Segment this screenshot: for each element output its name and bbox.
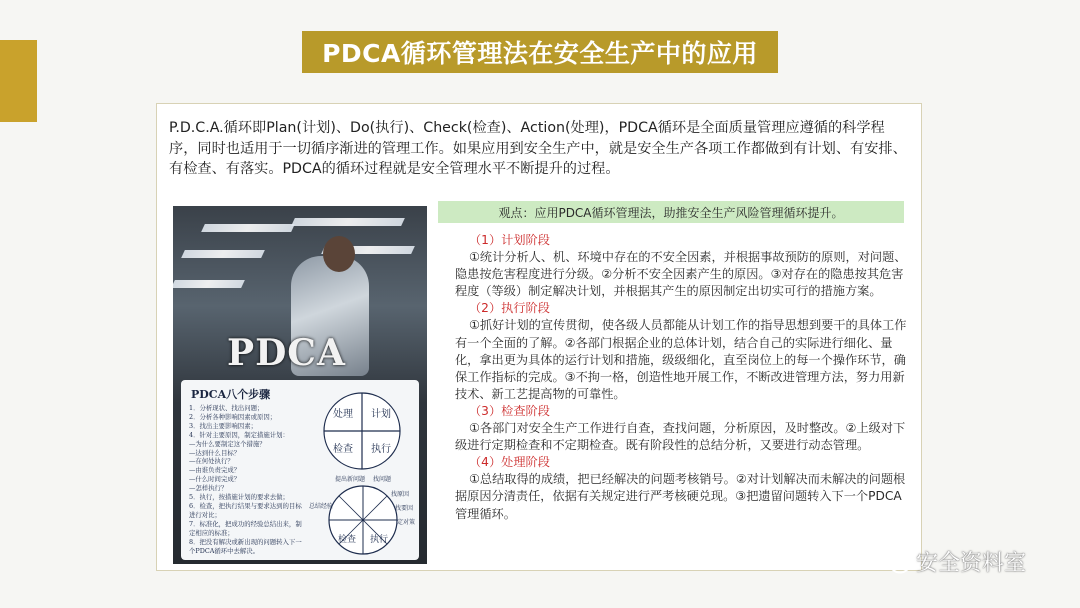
ceiling-light [181, 250, 265, 258]
stage-body-action: ①总结取得的成绩，把已经解决的问题考核销号。②对计划解决而未解决的问题根据原因分清责任，依据有关规定进行严考核硬兑现。③把遗留问题转入下一个PDCA管理循环。 [455, 472, 906, 521]
watermark-text: 安全资料室 [916, 551, 1027, 576]
step-label: 找问题 [373, 476, 392, 483]
content-panel [156, 103, 922, 571]
circle-label-do: 执行 [371, 444, 391, 455]
ceiling-light [201, 224, 295, 232]
step-item: —怎样执行？ [189, 484, 228, 493]
page-title: PDCA循环管理法在安全生产中的应用 [302, 31, 778, 73]
step-label: 找原因 [391, 491, 410, 498]
viewpoint-banner: 观点：应用PDCA循环管理法，助推安全生产风险管理循环提升。 [438, 201, 904, 223]
step-item: —为什么要制定这个措施？ [189, 439, 266, 448]
step-item: —什么时间完成？ [189, 475, 241, 484]
steps-list [189, 404, 307, 555]
pdca-circle-diagram [321, 390, 403, 472]
stage-body-plan: ①统计分析人、机、环境中存在的不安全因素，并根据事故预防的原则，对问题、隐患按危害程度进行分级。②分析不安全因素产生的原因。③对存在的隐患按其危害程度（等级）制定解决计划，并根据其产生的原因制定出切实可行的措施方案。 [455, 250, 907, 299]
step-item: 5．执行，按措施计划的要求去做； [189, 493, 289, 502]
step-item: 4．针对主要原因，制定措施计划： [189, 430, 289, 439]
pdca-heading: PDCA [227, 332, 346, 374]
stage-title-check: （3）检查阶段 [469, 403, 550, 418]
stage-title-do: （2）执行阶段 [469, 301, 550, 316]
stages-section [455, 232, 911, 523]
circle-label-action: 处理 [333, 409, 353, 420]
circle-label-check: 检查 [333, 444, 353, 455]
step-item: 1．分析现状、找出问题； [189, 404, 264, 412]
step-label: 定对策 [397, 519, 416, 526]
circle-label-check: 检查 [337, 535, 357, 545]
ceiling-light [291, 218, 405, 226]
pdca-illustration [173, 206, 427, 564]
step-item: —达到什么目标？ [189, 448, 241, 457]
step-item: 8．把没有解决或新出现的问题转入下一个PDCA循环中去解决。 [189, 537, 302, 555]
circle-label-plan: 计划 [371, 409, 391, 420]
step-item: 6．检查，把执行结果与要求达到的目标进行对比； [189, 501, 302, 519]
worker-head [323, 236, 355, 272]
step-item: —在何处执行？ [189, 457, 234, 466]
step-item: 2．分析各种影响因素或原因； [189, 412, 277, 421]
stage-body-check: ①各部门对安全生产工作进行自查，查找问题，分析原因，及时整改。②上级对下级进行定期检查和不定期检查。既有阶段性的总结分析，又要进行动态管理。 [455, 421, 906, 453]
stage-title-plan: （1）计划阶段 [469, 233, 550, 247]
circle-label-do: 执行 [369, 535, 389, 545]
accent-bar [0, 40, 37, 122]
step-label: 找要因 [395, 505, 414, 512]
step-label: 提出新问题 [335, 476, 366, 483]
stage-body-do: ①抓好计划的宣传贯彻，使各级人员都能从计划工作的指导思想到要干的具体工作有一个全面的了解。②各部门根据企业的总体计划，结合自己的实际进行细化、量化，拿出更为具体的运行计划和措施，级级细化，直至岗位上的每一个操作环节，确保工作指标的完成。③不拘一格，创造性地开展工作，不断改进管理方法，努力用新技术、新工艺提高物的可靠性。 [455, 318, 907, 401]
step-label: 总结经验 [309, 503, 334, 510]
wechat-icon [880, 549, 910, 575]
step-item: 7．标准化，把成功的经验总结出来，制定相应的标准； [189, 519, 302, 537]
steps-title: PDCA八个步骤 [191, 388, 271, 401]
step-item: —由谁负责完成？ [189, 466, 241, 475]
stage-title-action: （4）处理阶段 [469, 455, 550, 470]
watermark [880, 546, 1026, 577]
ceiling-light [173, 280, 245, 288]
steps-card [181, 380, 419, 560]
intro-paragraph: P.D.C.A.循环即Plan(计划)、Do(执行)、Check(检查)、Action(处理)，PDCA循环是全面质量管理应遵循的科学程序，同时也适用于一切循序渐进的管理工作。如果应用到安全生产中，就是安全生产各项工作都做到有计划、有安排、有检查、有落实。PDCA的循环过程就是安全管理水平不断提升的过程。 [169, 120, 907, 177]
step-item: 3．找出主要影响因素； [189, 421, 257, 430]
pdca-eight-step-diagram [309, 472, 417, 558]
